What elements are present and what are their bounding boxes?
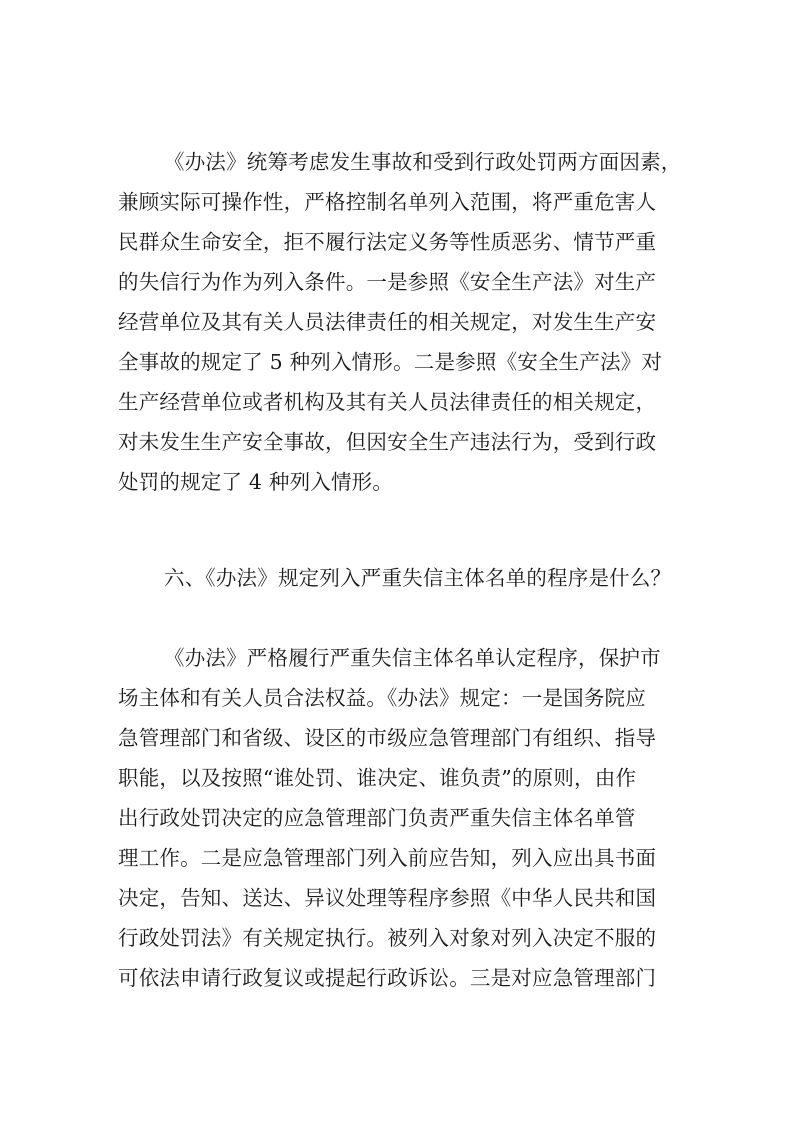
paragraph-line: 决定，告知、送达、异议处理等程序参照《中华人民共和国 [118, 886, 657, 910]
paragraph-procedure [118, 638, 678, 998]
paragraph-line: 可依法申请行政复议或提起行政诉讼。三是对应急管理部门 [118, 966, 657, 990]
paragraph-line: 生产经营单位或者机构及其有关人员法律责任的相关规定， [118, 390, 657, 414]
paragraph-line: 出行政处罚决定的应急管理部门负责严重失信主体名单管 [118, 806, 636, 830]
paragraph-line: 民群众生命安全，拒不履行法定义务等性质恶劣、情节严重 [118, 230, 657, 254]
paragraph-line: 对未发生生产安全事故，但因安全生产违法行为，受到行政 [118, 430, 657, 454]
section-heading-text: 六、《办法》规定列入严重失信主体名单的程序是什么？ [164, 566, 672, 590]
paragraph-list-criteria [118, 142, 682, 502]
paragraph-line: 行政处罚法》有关规定执行。被列入对象对列入决定不服的 [118, 926, 657, 950]
paragraph-line: 全事故的规定了 5 种列入情形。二是参照《安全生产法》对 [118, 350, 663, 374]
paragraph-line: 兼顾实际可操作性，严格控制名单列入范围，将严重危害人 [118, 190, 657, 214]
paragraph-line: 职能，以及按照“谁处罚、谁决定、谁负责”的原则，由作 [118, 766, 637, 790]
paragraph-line: 经营单位及其有关人员法律责任的相关规定，对发生生产安 [118, 310, 657, 334]
paragraph-line: 场主体和有关人员合法权益。《办法》规定：一是国务院应 [118, 686, 646, 710]
paragraph-line: 《办法》统筹考虑发生事故和受到行政处罚两方面因素， [164, 150, 682, 174]
paragraph-line: 《办法》严格履行严重失信主体名单认定程序，保护市 [164, 646, 661, 670]
paragraph-line: 处罚的规定了 4 种列入情形。 [118, 470, 394, 494]
section-heading [118, 558, 678, 598]
paragraph-line: 的失信行为作为列入条件。一是参照《安全生产法》对生产 [118, 270, 657, 294]
paragraph-line: 理工作。二是应急管理部门列入前应告知，列入应出具书面 [118, 846, 657, 870]
paragraph-line: 急管理部门和省级、设区的市级应急管理部门有组织、指导 [118, 726, 657, 750]
